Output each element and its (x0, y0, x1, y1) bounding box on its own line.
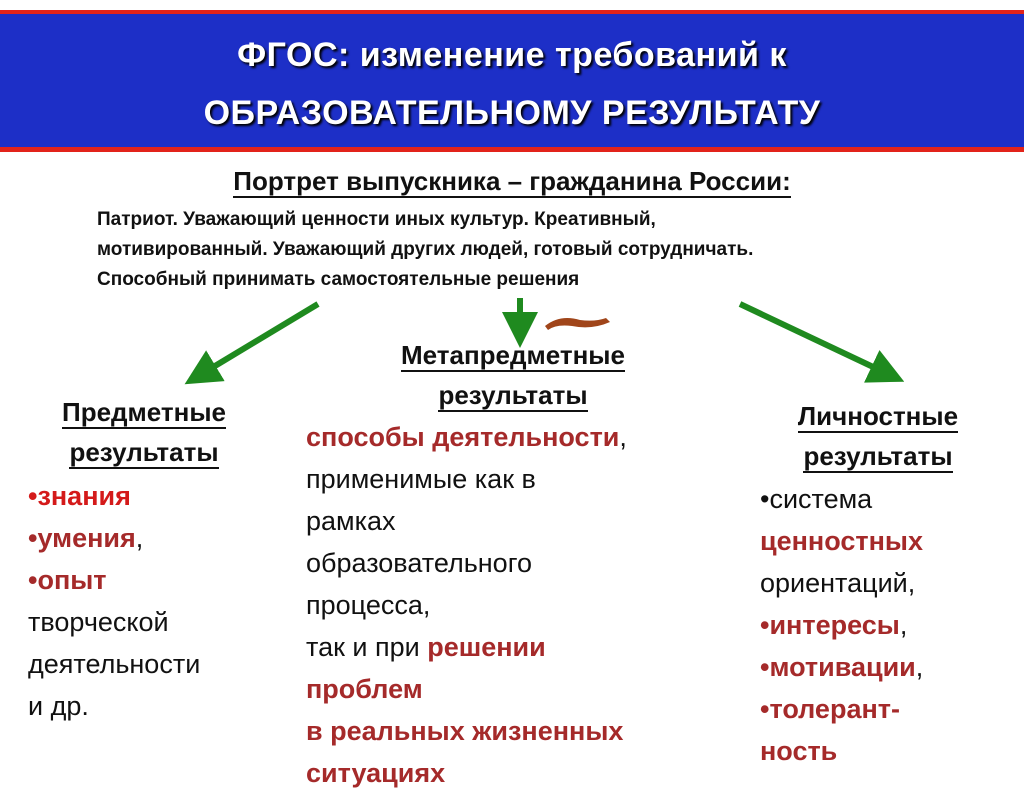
arrow-right (740, 304, 888, 374)
subject-results-list (28, 475, 268, 727)
meta-line-6: так и при (306, 632, 428, 662)
list-item-tolerance: •толерант- (760, 694, 900, 724)
meta-activity-methods: способы деятельности (306, 422, 620, 452)
meta-problems: проблем (306, 674, 423, 704)
meta-results-text (306, 416, 736, 794)
meta-heading-line-2: результаты (438, 380, 588, 410)
list-text-1: творческой (28, 607, 169, 637)
punctuation: , (619, 422, 627, 452)
list-item-motivations: •мотивации (760, 652, 916, 682)
personal-results-list (760, 478, 1010, 772)
list-item-skills: •умения (28, 523, 136, 553)
title-line-2: ОБРАЗОВАТЕЛЬНОМУ РЕЗУЛЬТАТУ (203, 94, 821, 132)
subject-heading-line-2: результаты (69, 437, 219, 467)
list-item-knowledge: •знания (28, 481, 131, 511)
meta-real-life: в реальных жизненных (306, 716, 624, 746)
list-item-system: •система (760, 484, 873, 514)
punctuation: , (915, 652, 924, 682)
title-line-1: ФГОС: изменение требований к (237, 36, 787, 74)
meta-situations: ситуациях (306, 758, 446, 788)
portrait-title-text: Портрет выпускника – гражданина России: (233, 166, 791, 196)
list-item-tolerance-end: ность (760, 736, 838, 766)
personal-heading-line-1: Личностные (797, 401, 959, 431)
personal-results-heading (760, 396, 996, 476)
meta-line-4: образовательного (306, 548, 532, 578)
meta-solving: решении (427, 632, 546, 662)
meta-results-heading (355, 335, 671, 415)
list-item-experience: •опыт (28, 565, 107, 595)
portrait-line-3: Способный принимать самостоятельные решения (97, 269, 580, 290)
punctuation: , (899, 610, 908, 640)
decorative-swoosh (545, 318, 610, 330)
meta-heading-line-1: Метапредметные (401, 340, 625, 370)
list-item-interests: •интересы (760, 610, 900, 640)
meta-line-5: процесса, (306, 590, 431, 620)
personal-heading-line-2: результаты (803, 441, 953, 471)
portrait-line-1: Патриот. Уважающий ценности иных культур. Креативный, (97, 209, 656, 230)
subject-heading-line-1: Предметные (62, 397, 226, 427)
punctuation: , (135, 523, 144, 553)
list-text-2: деятельности (28, 649, 201, 679)
subject-results-heading (26, 392, 262, 472)
meta-line-2: применимые как в (306, 464, 536, 494)
list-text-3: и др. (28, 691, 89, 721)
portrait-line-2: мотивированный. Уважающий других людей, готовый сотрудничать. (97, 239, 754, 260)
list-item-values: ценностных (760, 526, 923, 556)
meta-line-3: рамках (306, 506, 396, 536)
arrow-left (200, 304, 318, 375)
list-item-orientations: ориентаций, (760, 568, 916, 598)
